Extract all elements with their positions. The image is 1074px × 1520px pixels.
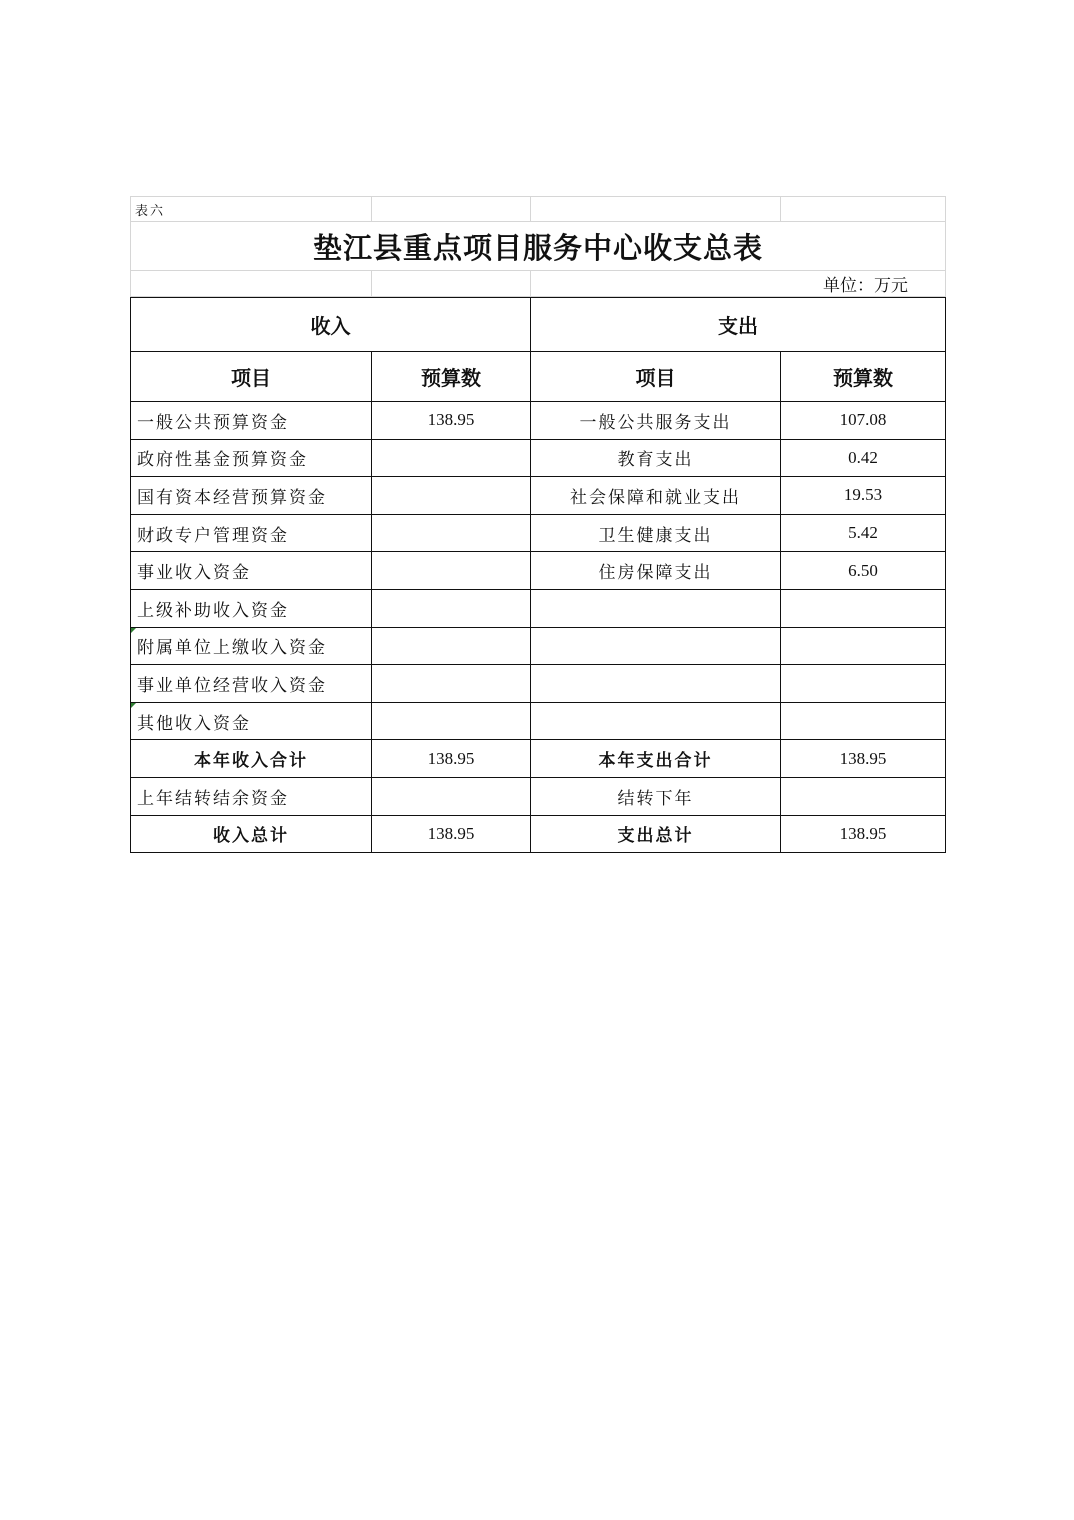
income-section-header: 收入 xyxy=(131,298,531,352)
expense-subtotal-label: 本年支出合计 xyxy=(531,740,781,778)
table-row xyxy=(131,665,946,703)
expense-value xyxy=(781,627,946,665)
income-item: 上级补助收入资金 xyxy=(131,589,372,627)
income-value xyxy=(372,514,531,552)
expense-item xyxy=(531,665,781,703)
page-title-cell xyxy=(131,222,946,271)
income-total-label: 收入总计 xyxy=(131,815,372,853)
subtotal-row xyxy=(131,740,946,778)
income-item: 事业单位经营收入资金 xyxy=(131,665,372,703)
income-item: 附属单位上缴收入资金 xyxy=(131,627,372,665)
budget-sheet xyxy=(130,196,945,853)
expense-budget-header: 预算数 xyxy=(781,352,946,402)
expense-item: 卫生健康支出 xyxy=(531,514,781,552)
income-total-value: 138.95 xyxy=(372,815,531,853)
income-budget-header: 预算数 xyxy=(372,352,531,402)
income-item: 财政专户管理资金 xyxy=(131,514,372,552)
table-row xyxy=(131,627,946,665)
income-value xyxy=(372,589,531,627)
income-value xyxy=(372,777,531,815)
sheet-header-area xyxy=(130,196,946,297)
expense-item xyxy=(531,702,781,740)
table-row xyxy=(131,402,946,440)
income-value: 138.95 xyxy=(372,402,531,440)
table-row xyxy=(131,477,946,515)
expense-value: 0.42 xyxy=(781,439,946,477)
table-row xyxy=(131,589,946,627)
income-value xyxy=(372,702,531,740)
income-item: 国有资本经营预算资金 xyxy=(131,477,372,515)
unit-label: 单位：万元 xyxy=(823,276,908,296)
table-row xyxy=(131,702,946,740)
income-value xyxy=(372,439,531,477)
budget-table xyxy=(130,297,946,853)
expense-item: 教育支出 xyxy=(531,439,781,477)
income-item: 其他收入资金 xyxy=(131,702,372,740)
total-row xyxy=(131,815,946,853)
table-label-cell xyxy=(131,197,372,222)
table-label: 表六 xyxy=(135,203,166,219)
column-header-row xyxy=(131,352,946,402)
expense-total-value: 138.95 xyxy=(781,815,946,853)
income-item: 上年结转结余资金 xyxy=(131,777,372,815)
expense-value xyxy=(781,589,946,627)
expense-value: 5.42 xyxy=(781,514,946,552)
table-row xyxy=(131,777,946,815)
income-item: 政府性基金预算资金 xyxy=(131,439,372,477)
expense-item xyxy=(531,627,781,665)
income-item: 事业收入资金 xyxy=(131,552,372,590)
expense-item: 一般公共服务支出 xyxy=(531,402,781,440)
expense-item: 结转下年 xyxy=(531,777,781,815)
expense-value xyxy=(781,777,946,815)
expense-value: 19.53 xyxy=(781,477,946,515)
expense-value: 107.08 xyxy=(781,402,946,440)
income-subtotal-value: 138.95 xyxy=(372,740,531,778)
expense-item: 住房保障支出 xyxy=(531,552,781,590)
income-item: 一般公共预算资金 xyxy=(131,402,372,440)
table-row xyxy=(131,514,946,552)
income-value xyxy=(372,552,531,590)
income-value xyxy=(372,627,531,665)
income-item-header: 项目 xyxy=(131,352,372,402)
expense-item xyxy=(531,589,781,627)
expense-value xyxy=(781,702,946,740)
expense-section-header: 支出 xyxy=(531,298,946,352)
page-title: 垫江县重点项目服务中心收支总表 xyxy=(312,230,763,265)
expense-subtotal-value: 138.95 xyxy=(781,740,946,778)
expense-total-label: 支出总计 xyxy=(531,815,781,853)
income-value xyxy=(372,665,531,703)
expense-item-header: 项目 xyxy=(531,352,781,402)
income-value xyxy=(372,477,531,515)
table-row xyxy=(131,552,946,590)
section-header-row xyxy=(131,298,946,352)
table-row xyxy=(131,439,946,477)
unit-cell xyxy=(531,271,946,297)
expense-value: 6.50 xyxy=(781,552,946,590)
expense-value xyxy=(781,665,946,703)
income-subtotal-label: 本年收入合计 xyxy=(131,740,372,778)
expense-item: 社会保障和就业支出 xyxy=(531,477,781,515)
